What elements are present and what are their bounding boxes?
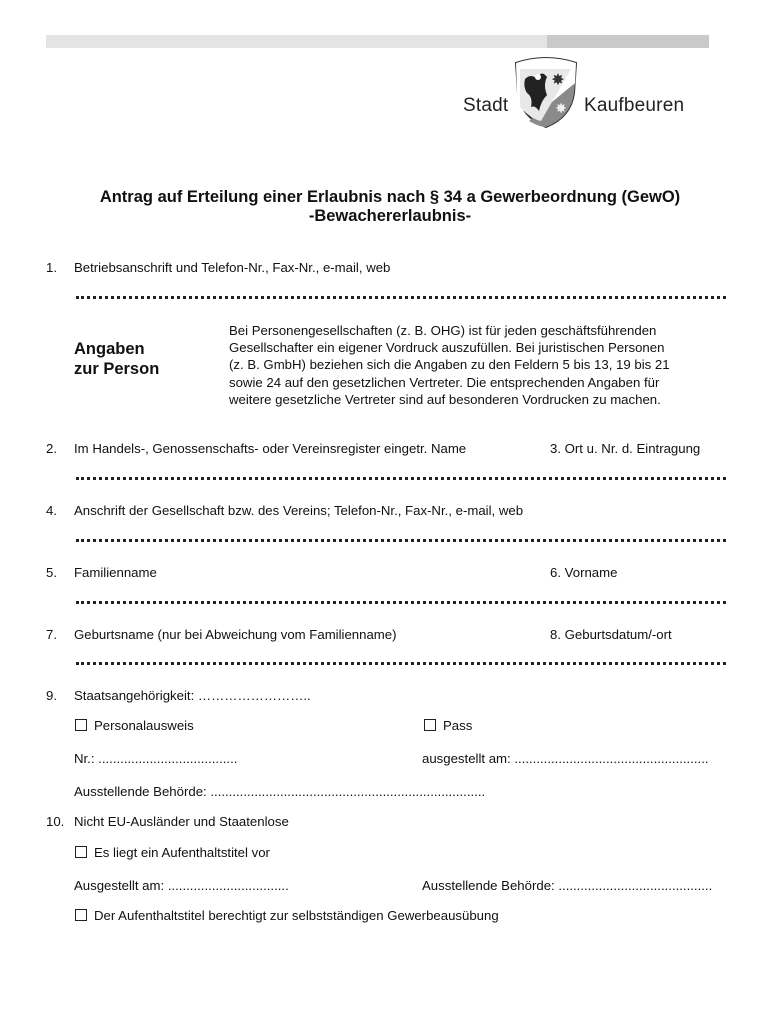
section-heading-line2: zur Person [74, 360, 160, 378]
field-4-number: 4. [46, 503, 57, 518]
city-name-left: Stadt [463, 95, 509, 116]
note-line: weitere gesetzliche Vertreter sind auf besonderen Vordrucken zu machen. [229, 391, 661, 407]
note-line: (z. B. GmbH) beziehen sich die Angaben zu den Feldern 5 bis 13, 19 bis 21 [229, 357, 670, 373]
field-1-label: Betriebsanschrift und Telefon-Nr., Fax-Nr., e-mail, web [74, 260, 391, 275]
field-7-label: Geburtsname (nur bei Abweichung vom Familienname) [74, 627, 397, 642]
field-10-label: Nicht EU-Ausländer und Staatenlose [74, 814, 289, 829]
passport-label: Pass [443, 718, 473, 733]
field-5-6-input-line[interactable] [76, 601, 726, 604]
note-line: Gesellschafter ein eigener Vordruck auszufüllen. Bei juristischen Personen [229, 340, 665, 356]
field-3-label: 3. Ort u. Nr. d. Eintragung [550, 441, 701, 456]
id-card-checkbox[interactable] [75, 719, 87, 731]
svg-text:✸: ✸ [551, 70, 565, 89]
field-4-input-line[interactable] [76, 539, 726, 542]
field-5-label: Familienname [74, 565, 157, 580]
field-2-label: Im Handels-, Genossenschafts- oder Vereinsregister eingetr. Name [74, 441, 467, 456]
issuing-authority-field[interactable]: Ausstellende Behörde: ........................................................................... [74, 784, 486, 799]
field-2-3-input-line[interactable] [76, 477, 726, 480]
section-note [229, 322, 709, 408]
header-bar-accent [547, 35, 709, 48]
field-8-label: 8. Geburtsdatum/-ort [550, 627, 672, 642]
field-10-number: 10. [46, 814, 65, 829]
city-name-right: Kaufbeuren [584, 95, 685, 116]
svg-text:✸: ✸ [555, 101, 567, 117]
note-line: Bei Personengesellschaften (z. B. OHG) ist für jeden geschäftsführenden [229, 323, 657, 338]
self-employment-checkbox[interactable] [75, 909, 87, 921]
field-1-input-line[interactable] [76, 296, 726, 299]
passport-checkbox[interactable] [424, 719, 436, 731]
field-1-number: 1. [46, 260, 57, 275]
field-9-number: 9. [46, 688, 57, 703]
field-4-label: Anschrift der Gesellschaft bzw. des Vereins; Telefon-Nr., Fax-Nr., e-mail, web [74, 503, 524, 518]
field-9-label[interactable]: Staatsangehörigkeit: …………………….. [74, 688, 311, 703]
document-number-field[interactable]: Nr.: ...................................... [74, 751, 238, 766]
field-7-number: 7. [46, 627, 57, 642]
issue-date-field[interactable]: ausgestellt am: ..................................................... [422, 751, 709, 766]
field-2-number: 2. [46, 441, 57, 456]
residence-permit-checkbox[interactable] [75, 846, 87, 858]
permit-issue-date-field[interactable]: Ausgestellt am: ................................. [74, 878, 289, 893]
residence-permit-label: Es liegt ein Aufenthaltstitel vor [94, 845, 270, 860]
form-subtitle: -Bewachererlaubnis- [308, 207, 472, 225]
field-7-8-input-line[interactable] [76, 662, 726, 665]
section-heading-line1: Angaben [74, 340, 145, 358]
form-title: Antrag auf Erteilung einer Erlaubnis nach § 34 a Gewerbeordnung (GewO) [99, 188, 681, 206]
field-5-number: 5. [46, 565, 57, 580]
id-card-label: Personalausweis [94, 718, 194, 733]
permit-authority-field[interactable]: Ausstellende Behörde: .......................................... [422, 878, 713, 893]
city-coat-of-arms-logo [511, 55, 581, 129]
field-6-label: 6. Vorname [550, 565, 618, 580]
note-line: sowie 24 auf den gesetzlichen Vertreter. Die entsprechenden Angaben für [229, 374, 660, 390]
self-employment-label: Der Aufenthaltstitel berechtigt zur selbstständigen Gewerbeausübung [94, 908, 499, 923]
